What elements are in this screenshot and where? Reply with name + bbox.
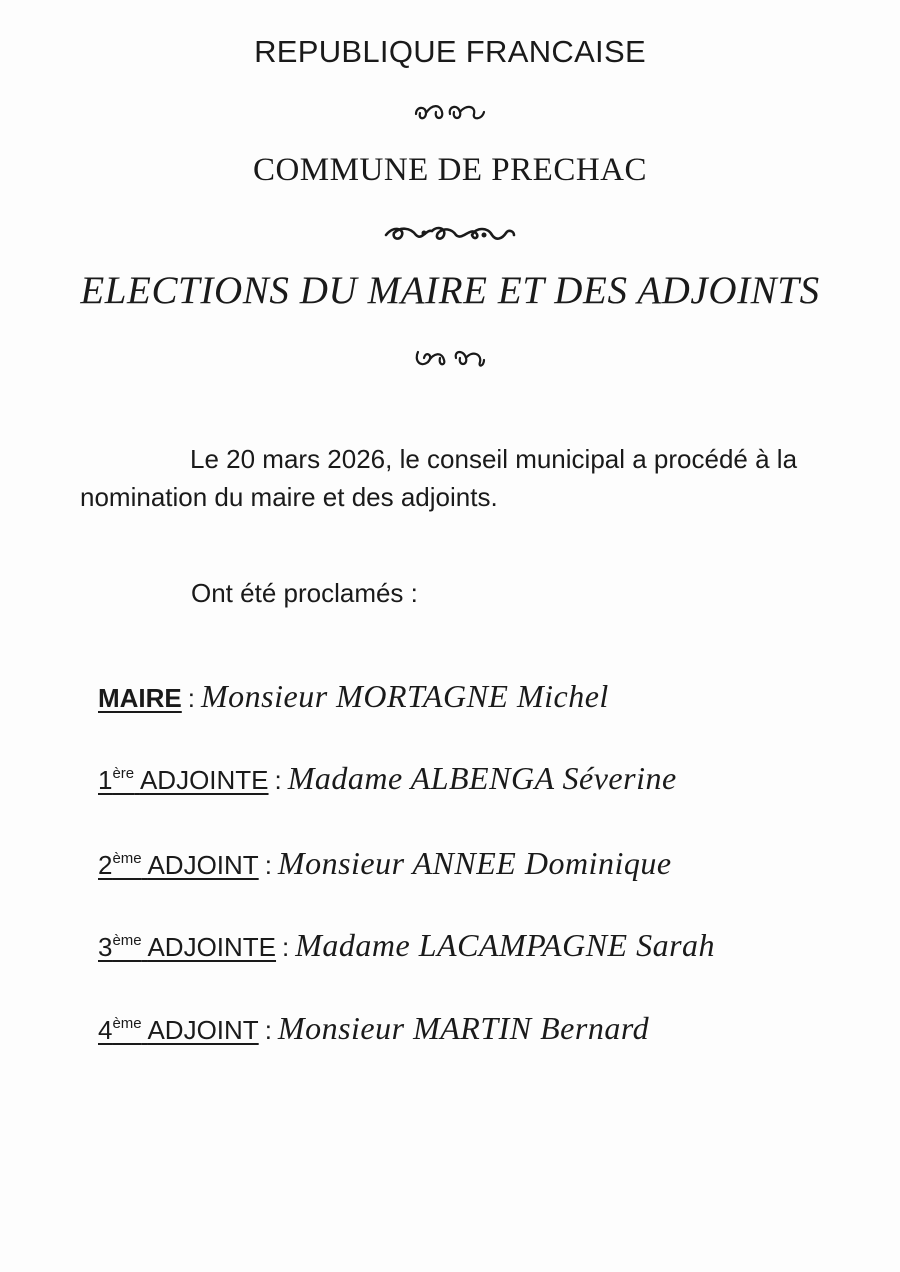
proclames-label: Ont été proclamés :	[191, 578, 418, 608]
ornament-divider-icon	[410, 100, 490, 126]
elu-name: Monsieur ANNEE Dominique	[277, 845, 672, 881]
elu-row-maire: MAIRE : Monsieur MORTAGNE Michel	[98, 678, 609, 714]
elu-role: 1ère ADJOINTE	[98, 765, 269, 795]
elu-name: Monsieur MARTIN Bernard	[277, 1010, 650, 1046]
elu-name: Madame LACAMPAGNE Sarah	[295, 927, 716, 963]
elu-row-adjoint-4: 4ème ADJOINT : Monsieur MARTIN Bernard	[98, 1010, 650, 1046]
elu-role: 3ème ADJOINTE	[98, 932, 277, 962]
ornament-divider-icon	[410, 346, 490, 372]
elu-row-adjoint-2: 2ème ADJOINT : Monsieur ANNEE Dominique	[98, 845, 672, 881]
elu-name: Madame ALBENGA Séverine	[287, 760, 677, 796]
elu-name: Monsieur MORTAGNE Michel	[201, 678, 609, 714]
commune-heading: COMMUNE DE PRECHAC	[252, 152, 648, 188]
elections-title: ELECTIONS DU MAIRE ET DES ADJOINTS	[80, 269, 820, 312]
republique-heading: REPUBLIQUE FRANCAISE	[254, 34, 646, 69]
flourish-divider-icon	[380, 221, 520, 247]
elu-row-adjoint-3: 3ème ADJOINTE : Madame LACAMPAGNE Sarah	[98, 927, 716, 963]
intro-paragraph: Le 20 mars 2026, le conseil municipal a procédé à la nomination du maire et des adjoints.	[80, 444, 798, 512]
elu-role: MAIRE	[98, 683, 182, 713]
elu-role: 2ème ADJOINT	[98, 850, 259, 880]
elu-row-adjoint-1: 1ère ADJOINTE : Madame ALBENGA Séverine	[98, 760, 677, 796]
elu-role: 4ème ADJOINT	[98, 1015, 259, 1045]
